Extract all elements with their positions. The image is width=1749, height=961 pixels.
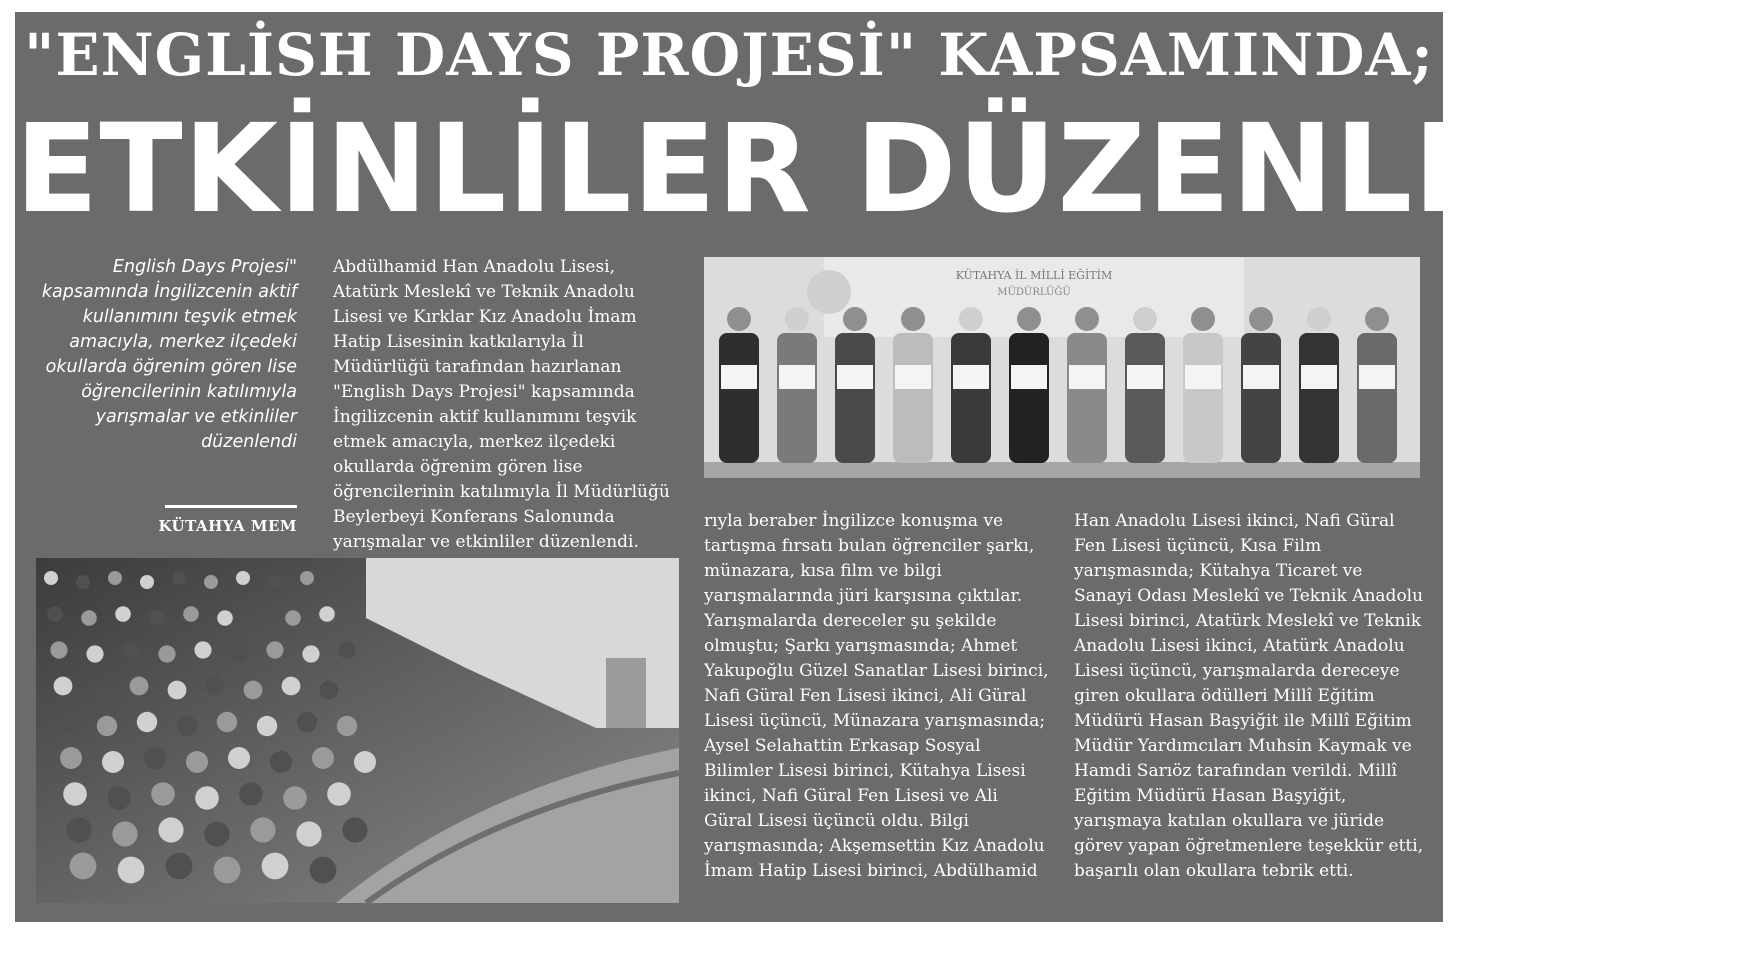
audience-head [102, 751, 124, 773]
audience-head [268, 575, 282, 589]
audience-head [228, 747, 250, 769]
audience-head [285, 610, 301, 626]
audience-head [257, 716, 277, 736]
article-column-3 [1074, 509, 1424, 884]
audience-head [296, 821, 321, 846]
audience-head [54, 677, 73, 696]
audience-head [177, 716, 197, 736]
audience-head [140, 575, 154, 589]
audience-head [302, 645, 319, 662]
audience-head [204, 821, 229, 846]
audience-head [118, 857, 145, 884]
headline-kicker: "ENGLİSH DAYS PROJESİ" KAPSAMINDA; [24, 21, 1434, 89]
audience-head [144, 747, 166, 769]
audience-head [319, 606, 335, 622]
audience-head [283, 786, 307, 810]
audience-head [92, 681, 111, 700]
audience-head [70, 853, 97, 880]
audience-head [244, 681, 263, 700]
audience-head [251, 606, 267, 622]
audience-head [44, 571, 58, 585]
audience-head [195, 786, 219, 810]
byline: KÜTAHYA MEM [158, 517, 297, 535]
audience-head [158, 645, 175, 662]
lead-paragraph: English Days Projesi" kapsamında İngilizcenin aktif kullanımını teşvik etmek amacıyla, merkez ilçedeki okullarda öğrenim gören lise öğrencilerinin katılımıyla yarışmalar ve etkinliler düzenlendi [41, 257, 297, 452]
audience-head [217, 712, 237, 732]
audience-head [327, 782, 351, 806]
audience-head [168, 681, 187, 700]
audience-head [342, 817, 367, 842]
audience-head [81, 610, 97, 626]
audience-head [63, 782, 87, 806]
audience-head [300, 571, 314, 585]
newspaper-page [15, 12, 1749, 922]
article-text-1: Abdülhamid Han Anadolu Lisesi, Atatürk Meslekî ve Teknik Anadolu Lisesi ve Kırklar Kız Anadolu İmam Hatip Lisesinin katkılarıyla İl Müdürlüğü tarafından hazırlanan "English Days Projesi" kapsamında İngilizcenin aktif kullanımını teşvik etmek amacıyla, merkez ilçedeki okullarda öğrenim gören lise öğrencilerinin katılımıyla İl Müdürlüğü Beylerbeyi Konferans Salonunda yarışmalar ve etkinliler düzenlendi. [333, 257, 670, 552]
audience-head [172, 571, 186, 585]
audience-head [115, 606, 131, 622]
audience-head [204, 575, 218, 589]
banner-text-2: MÜDÜRLÜĞÜ [997, 287, 1071, 298]
audience-head [183, 606, 199, 622]
audience-head [149, 610, 165, 626]
audience-head [266, 641, 283, 658]
audience-head [262, 853, 289, 880]
audience-head [137, 712, 157, 732]
audience-head [50, 641, 67, 658]
audience-head [282, 677, 301, 696]
audience-head [320, 681, 339, 700]
audience-head [60, 747, 82, 769]
audience-head [166, 853, 193, 880]
audience-head [108, 571, 122, 585]
article-text-3: Han Anadolu Lisesi ikinci, Nafi Güral Fen Lisesi üçüncü, Kısa Film yarışmasında; Kütahya Ticaret ve Sanayi Odası Meslekî ve Teknik Anadolu Lisesi birinci, Atatürk Meslekî ve Teknik Anadolu Lisesi ikinci, Atatürk Anadolu Lisesi üçüncü, yarışmalarda dereceye giren okullara ödülleri Millî Eğitim Müdürü Hasan Başyiğit ile Millî Eğitim Müdür Yardımcıları Muhsin Kaymak ve Hamdi Sarıöz tarafından verildi. Millî Eğitim Müdürü Hasan Başyiğit, yarışmaya katılan okullara ve jüride görev yapan öğretmenlere teşekkür etti, başarılı olan okullara tebrik etti. [1074, 511, 1424, 881]
audience-head [297, 712, 317, 732]
headline-main: ETKİNLİLER DÜZENLENDİ [15, 98, 1749, 240]
audience-head [186, 751, 208, 773]
audience-head [310, 857, 337, 884]
audience-head [57, 712, 77, 732]
audience-head [206, 677, 225, 696]
banner-text: KÜTAHYA İL MİLLİ EĞİTİM [955, 269, 1113, 282]
audience-head [107, 786, 131, 810]
audience-head [338, 641, 355, 658]
audience-head [236, 571, 250, 585]
audience-head [66, 817, 91, 842]
article-text-2: rıyla beraber İngilizce konuşma ve tartışma fırsatı bulan öğrenciler şarkı, münazara, kısa film ve bilgi yarışmalarında jüri karşısına çıktılar. Yarışmalarda dereceler şu şekilde olmuştu; Şarkı yarışmasında; Ahmet Yakupoğlu Güzel Sanatlar Lisesi birinci, Nafi Güral Fen Lisesi ikinci, Ali Güral Lisesi üçüncü, Münazara yarışmasında; Aysel Selahattin Erkasap Sosyal Bilimler Lisesi birinci, Kütahya Lisesi ikinci, Nafi Güral Fen Lisesi ve Ali Güral Lisesi üçüncü oldu. Bilgi yarışmasında; Akşemsettin Kız Anadolu İmam Hatip Lisesi birinci, Abdülhamid [704, 511, 1049, 881]
audience-head [97, 716, 117, 736]
audience-head [214, 857, 241, 884]
conference-audience-photo [36, 558, 679, 903]
audience-head [239, 782, 263, 806]
audience-head [86, 645, 103, 662]
audience-head [76, 575, 90, 589]
audience-head [130, 677, 149, 696]
audience-head [270, 751, 292, 773]
audience-head [217, 610, 233, 626]
article-column-1 [333, 255, 673, 580]
audience-head [151, 782, 175, 806]
audience-head [354, 751, 376, 773]
audience-head [47, 606, 63, 622]
audience-head [250, 817, 275, 842]
award-ceremony-photo [704, 257, 1420, 478]
audience-head [337, 716, 357, 736]
audience-head [312, 747, 334, 769]
audience-head [112, 821, 137, 846]
lead-divider [165, 505, 297, 508]
audience-head [194, 641, 211, 658]
article-column-2 [704, 509, 1049, 884]
audience-head [122, 641, 139, 658]
audience-head [230, 645, 247, 662]
audience-head [158, 817, 183, 842]
